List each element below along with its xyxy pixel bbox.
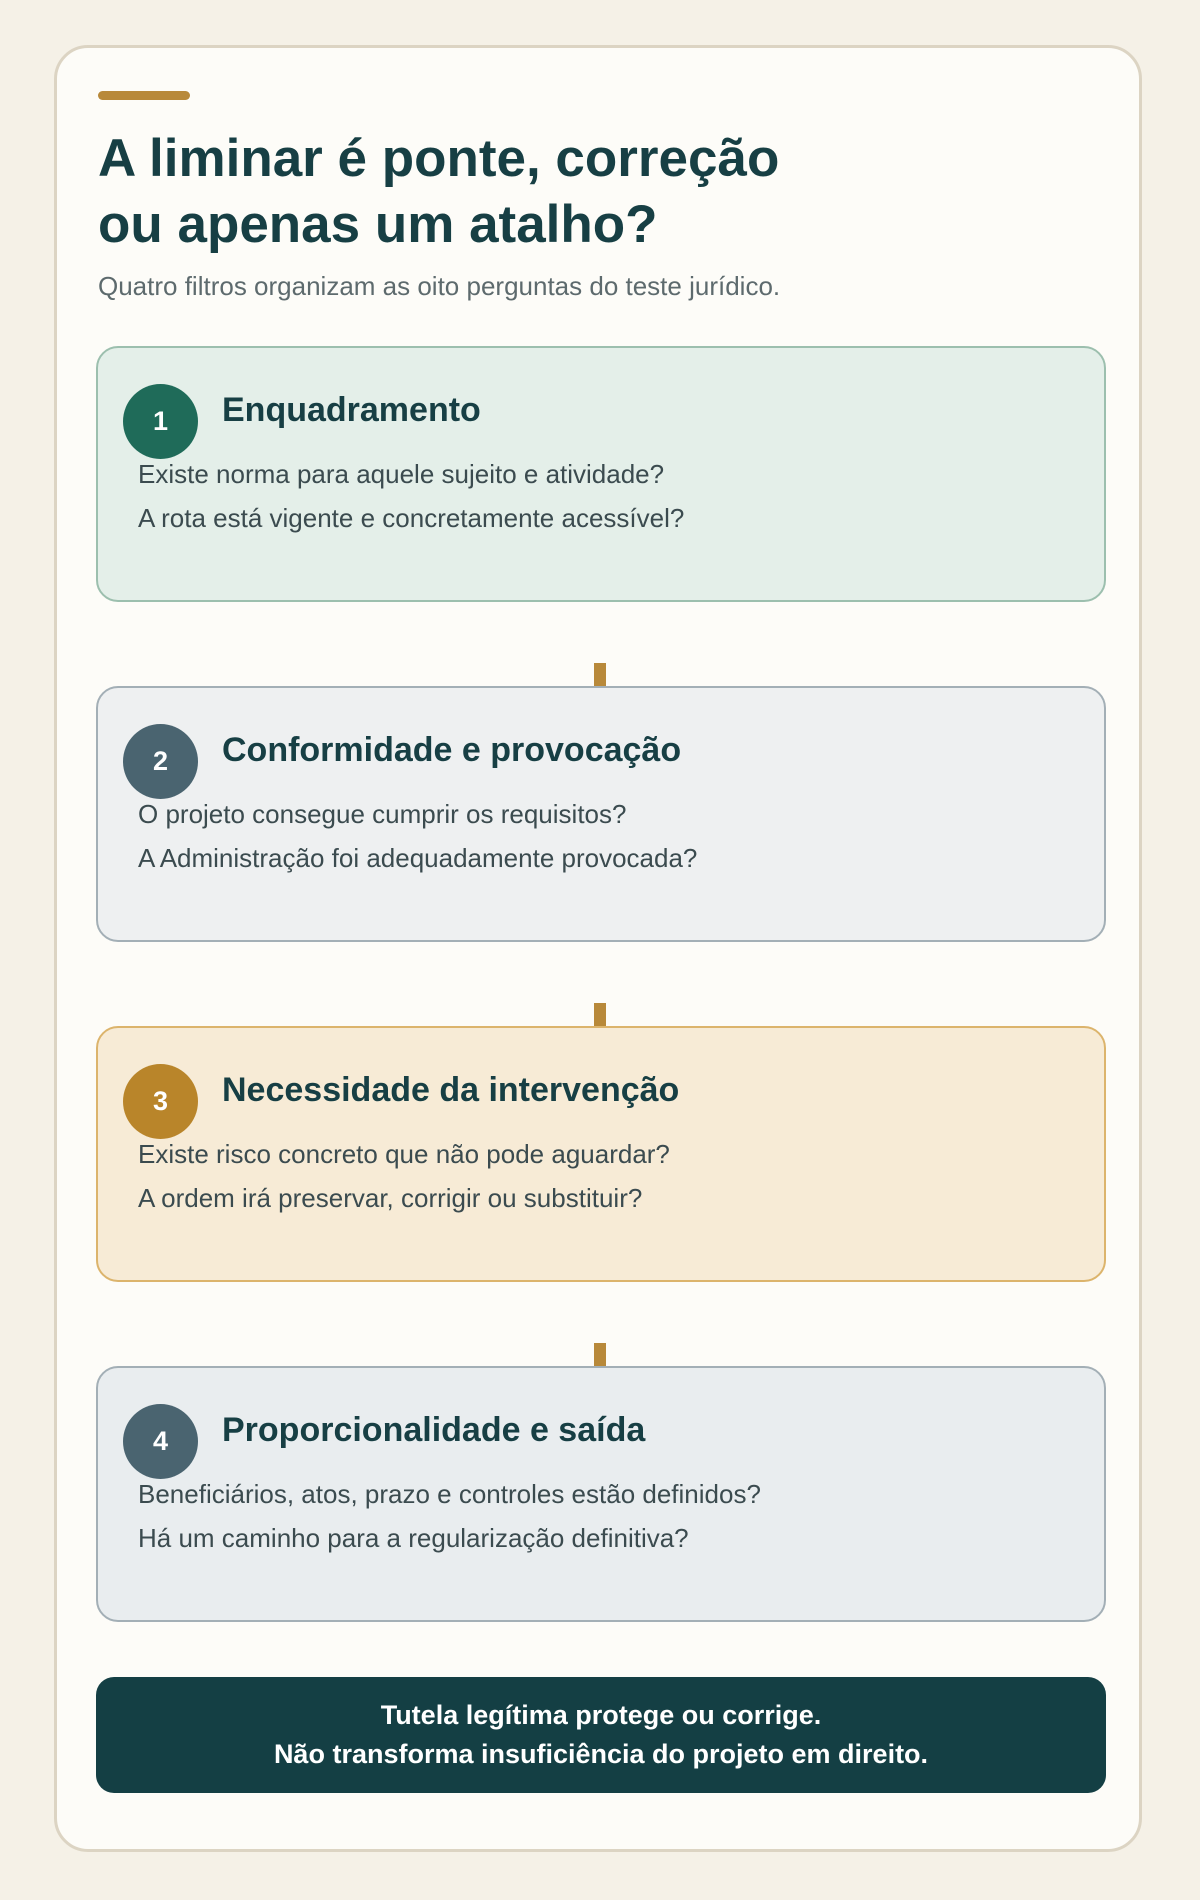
filter-question: A ordem irá preservar, corrigir ou substituir? [138, 1183, 643, 1213]
filter-title: Proporcionalidade e saída [222, 1411, 646, 1449]
filter-box-conformidade [96, 686, 1106, 942]
step-number-badge: 3 [123, 1064, 198, 1139]
accent-bar [98, 91, 190, 100]
page-title [98, 126, 998, 258]
filter-title: Enquadramento [222, 391, 481, 429]
conclusion-line-1: Tutela legítima protege ou corrige. [380, 1700, 822, 1730]
page-title-line-2: ou apenas um atalho? [98, 195, 658, 254]
filter-question: A Administração foi adequadamente provocada? [138, 843, 698, 873]
filter-title: Conformidade e provocação [222, 731, 682, 769]
infographic-card [54, 45, 1142, 1852]
page-title-line-1: A liminar é ponte, correção [98, 129, 780, 188]
filter-question: Beneficiários, atos, prazo e controles estão definidos? [138, 1479, 761, 1509]
filter-question: Existe risco concreto que não pode aguardar? [138, 1139, 670, 1169]
filter-question: Existe norma para aquele sujeito e atividade? [138, 459, 665, 489]
step-number-badge: 1 [123, 384, 198, 459]
filter-box-enquadramento [96, 346, 1106, 602]
filter-box-necessidade [96, 1026, 1106, 1282]
filter-question: Há um caminho para a regularização definitiva? [138, 1523, 689, 1553]
step-number-badge: 4 [123, 1404, 198, 1479]
filter-question: O projeto consegue cumprir os requisitos? [138, 799, 627, 829]
conclusion-banner [96, 1677, 1106, 1793]
step-number-badge: 2 [123, 724, 198, 799]
filter-box-proporcionalidade [96, 1366, 1106, 1622]
filter-question: A rota está vigente e concretamente acessível? [138, 503, 685, 533]
page-subtitle: Quatro filtros organizam as oito perguntas do teste jurídico. [98, 271, 781, 301]
filter-title: Necessidade da intervenção [222, 1071, 680, 1109]
conclusion-line-2: Não transforma insuficiência do projeto em direito. [273, 1739, 929, 1769]
